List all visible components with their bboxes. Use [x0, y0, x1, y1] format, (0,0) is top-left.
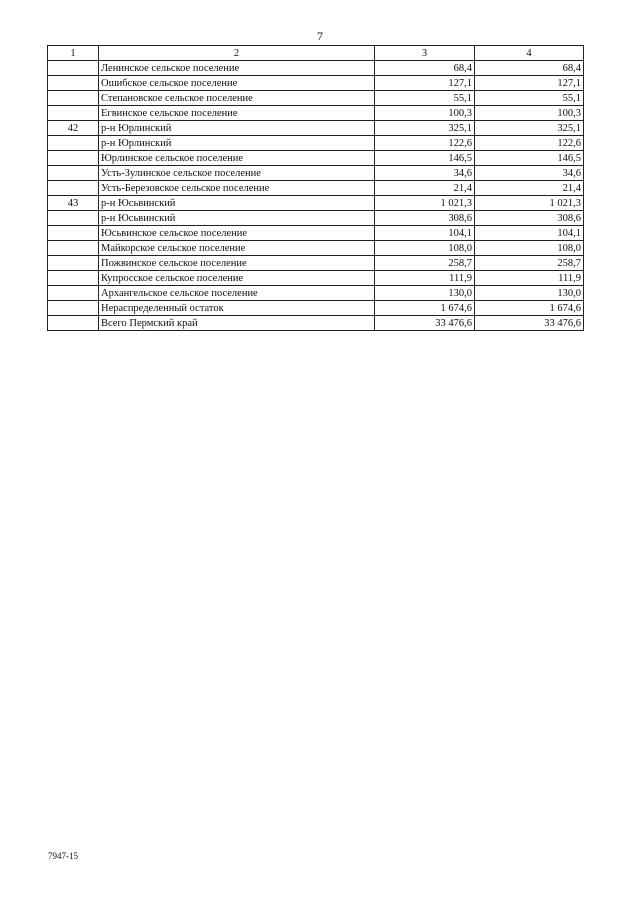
row-name-cell: Ошибское сельское поселение	[99, 76, 375, 91]
row-value-col4-cell: 308,6	[475, 211, 584, 226]
row-value-col3-cell: 104,1	[375, 226, 475, 241]
column-header-2: 2	[99, 46, 375, 61]
table-row	[48, 271, 584, 286]
table-row	[48, 181, 584, 196]
row-value-col3-cell: 111,9	[375, 271, 475, 286]
row-number-cell	[48, 211, 99, 226]
table-row	[48, 241, 584, 256]
row-value-col3-cell: 146,5	[375, 151, 475, 166]
row-name-cell: Степановское сельское поселение	[99, 91, 375, 106]
row-number-cell: 42	[48, 121, 99, 136]
row-value-col4-cell: 108,0	[475, 241, 584, 256]
table-body	[48, 61, 584, 331]
table-row	[48, 106, 584, 121]
row-name-cell: Майкорское сельское поселение	[99, 241, 375, 256]
row-value-col3-cell: 325,1	[375, 121, 475, 136]
table-row	[48, 151, 584, 166]
row-value-col4-cell: 122,6	[475, 136, 584, 151]
row-value-col3-cell: 308,6	[375, 211, 475, 226]
row-number-cell	[48, 241, 99, 256]
row-value-col4-cell: 258,7	[475, 256, 584, 271]
column-header-4: 4	[475, 46, 584, 61]
row-value-col3-cell: 130,0	[375, 286, 475, 301]
row-number-cell	[48, 286, 99, 301]
row-name-cell: Егвинское сельское поселение	[99, 106, 375, 121]
row-name-cell: Нераспределенный остаток	[99, 301, 375, 316]
row-number-cell	[48, 91, 99, 106]
row-value-col3-cell: 258,7	[375, 256, 475, 271]
row-value-col4-cell: 146,5	[475, 151, 584, 166]
row-number-cell	[48, 226, 99, 241]
row-value-col4-cell: 111,9	[475, 271, 584, 286]
table-row	[48, 121, 584, 136]
table-row	[48, 316, 584, 331]
row-value-col3-cell: 108,0	[375, 241, 475, 256]
row-name-cell: Усть-Зулинское сельское поселение	[99, 166, 375, 181]
row-number-cell	[48, 166, 99, 181]
row-name-cell: Архангельское сельское поселение	[99, 286, 375, 301]
row-name-cell: Усть-Березовское сельское поселение	[99, 181, 375, 196]
table-header-row	[48, 46, 584, 61]
row-value-col4-cell: 21,4	[475, 181, 584, 196]
table-row	[48, 196, 584, 211]
row-value-col3-cell: 127,1	[375, 76, 475, 91]
row-value-col3-cell: 100,3	[375, 106, 475, 121]
row-number-cell	[48, 301, 99, 316]
table-row	[48, 136, 584, 151]
row-number-cell	[48, 151, 99, 166]
table-row	[48, 256, 584, 271]
row-value-col4-cell: 104,1	[475, 226, 584, 241]
row-number-cell	[48, 271, 99, 286]
row-value-col4-cell: 55,1	[475, 91, 584, 106]
table-row	[48, 61, 584, 76]
row-value-col4-cell: 34,6	[475, 166, 584, 181]
document-code: 7947-15	[48, 851, 78, 861]
row-name-cell: Ленинское сельское поселение	[99, 61, 375, 76]
row-name-cell: Юсьвинское сельское поселение	[99, 226, 375, 241]
row-value-col3-cell: 68,4	[375, 61, 475, 76]
row-value-col3-cell: 33 476,6	[375, 316, 475, 331]
row-value-col4-cell: 130,0	[475, 286, 584, 301]
row-name-cell: Юрлинское сельское поселение	[99, 151, 375, 166]
row-number-cell	[48, 76, 99, 91]
row-value-col4-cell: 68,4	[475, 61, 584, 76]
row-name-cell: р-н Юсьвинский	[99, 196, 375, 211]
row-number-cell	[48, 181, 99, 196]
row-name-cell: Купросское сельское поселение	[99, 271, 375, 286]
table-row	[48, 301, 584, 316]
column-header-3: 3	[375, 46, 475, 61]
row-name-cell: Пожвинское сельское поселение	[99, 256, 375, 271]
row-value-col3-cell: 55,1	[375, 91, 475, 106]
row-name-cell: р-н Юсьвинский	[99, 211, 375, 226]
row-number-cell: 43	[48, 196, 99, 211]
row-value-col3-cell: 34,6	[375, 166, 475, 181]
row-name-cell: Всего Пермский край	[99, 316, 375, 331]
row-value-col3-cell: 21,4	[375, 181, 475, 196]
row-number-cell	[48, 316, 99, 331]
row-number-cell	[48, 256, 99, 271]
row-value-col4-cell: 1 021,3	[475, 196, 584, 211]
row-value-col3-cell: 122,6	[375, 136, 475, 151]
row-value-col4-cell: 1 674,6	[475, 301, 584, 316]
row-value-col4-cell: 325,1	[475, 121, 584, 136]
row-value-col4-cell: 100,3	[475, 106, 584, 121]
row-number-cell	[48, 61, 99, 76]
row-name-cell: р-н Юрлинский	[99, 121, 375, 136]
row-name-cell: р-н Юрлинский	[99, 136, 375, 151]
row-value-col4-cell: 33 476,6	[475, 316, 584, 331]
column-header-1: 1	[48, 46, 99, 61]
table-row	[48, 286, 584, 301]
budget-table	[47, 45, 584, 331]
table-row	[48, 91, 584, 106]
page-number: 7	[317, 29, 323, 43]
row-value-col3-cell: 1 021,3	[375, 196, 475, 211]
table-row	[48, 211, 584, 226]
table-row	[48, 226, 584, 241]
table-row	[48, 76, 584, 91]
row-value-col3-cell: 1 674,6	[375, 301, 475, 316]
table-row	[48, 166, 584, 181]
row-number-cell	[48, 106, 99, 121]
row-number-cell	[48, 136, 99, 151]
row-value-col4-cell: 127,1	[475, 76, 584, 91]
